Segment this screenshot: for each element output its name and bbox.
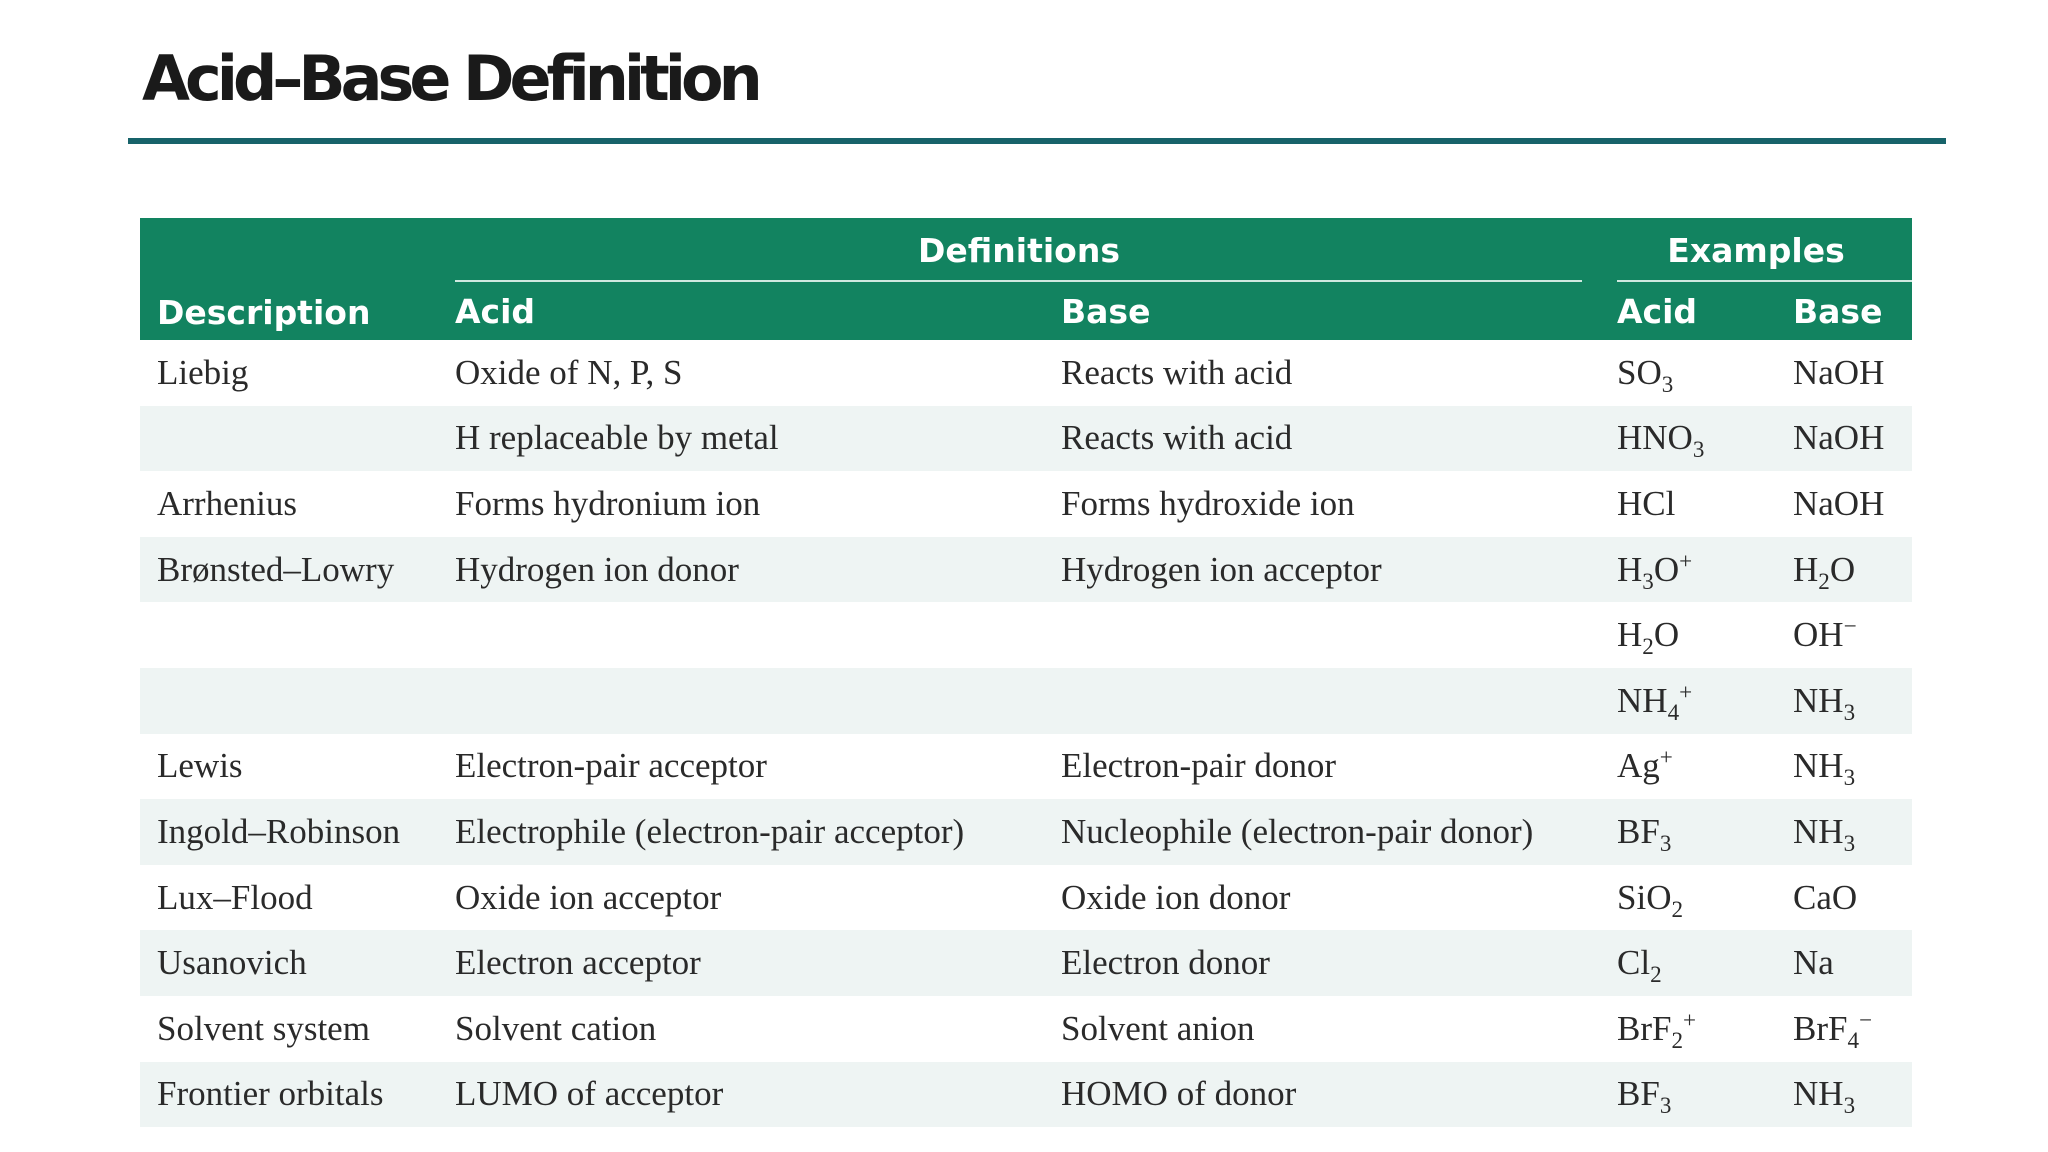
description-cell: Liebig xyxy=(140,340,438,406)
formula-part: 2 xyxy=(1642,633,1654,660)
base-definition-cell: Forms hydroxide ion xyxy=(1044,471,1600,537)
formula-part: Ag xyxy=(1617,746,1660,786)
acid-definition-cell xyxy=(438,668,1044,734)
title-underline xyxy=(128,138,1946,144)
base-definition-cell: Oxide ion donor xyxy=(1044,865,1600,931)
header-description: Description xyxy=(140,218,438,340)
formula-part: + xyxy=(1683,1006,1697,1033)
formula-part: NH xyxy=(1793,746,1844,786)
table-row xyxy=(140,1062,1912,1128)
page-title: Acid–Base Definition xyxy=(142,42,758,115)
formula-part: 3 xyxy=(1659,830,1672,857)
description-cell: Lewis xyxy=(140,734,438,800)
base-definition-cell xyxy=(1044,602,1600,668)
table-row xyxy=(140,602,1912,668)
formula-part: 3 xyxy=(1692,436,1705,463)
acid-base-definitions-table xyxy=(140,218,1912,1127)
formula-part: HCl xyxy=(1617,483,1676,523)
formula-part: + xyxy=(1679,678,1693,705)
formula-part: CaO xyxy=(1793,877,1858,917)
table-row xyxy=(140,930,1912,996)
table-row xyxy=(140,799,1912,865)
formula-part: 2 xyxy=(1650,961,1662,988)
example-base-cell xyxy=(1776,471,1912,537)
acid-definition-cell: Solvent cation xyxy=(438,996,1044,1062)
example-base-cell xyxy=(1776,668,1912,734)
formula-part: OH xyxy=(1793,615,1844,655)
formula-part: BF xyxy=(1617,1074,1660,1114)
example-base-cell xyxy=(1776,340,1912,406)
acid-definition-cell: H replaceable by metal xyxy=(438,406,1044,472)
header-example-acid: Acid xyxy=(1600,282,1776,340)
description-cell xyxy=(140,668,438,734)
example-base-cell xyxy=(1776,1062,1912,1128)
formula-part: Na xyxy=(1793,943,1834,983)
example-base-cell xyxy=(1776,996,1912,1062)
base-definition-cell xyxy=(1044,668,1600,734)
description-cell xyxy=(140,602,438,668)
formula-part: NaOH xyxy=(1793,418,1885,458)
description-cell: Brønsted–Lowry xyxy=(140,537,438,603)
description-cell: Usanovich xyxy=(140,930,438,996)
formula-part: − xyxy=(1859,1006,1873,1033)
table-row xyxy=(140,865,1912,931)
formula-part: NaOH xyxy=(1793,483,1885,523)
table-row xyxy=(140,340,1912,406)
formula-part: NH xyxy=(1793,680,1844,720)
base-definition-cell: Electron-pair donor xyxy=(1044,734,1600,800)
example-acid-cell xyxy=(1600,471,1776,537)
header-group-row xyxy=(140,218,1912,282)
formula-part: + xyxy=(1659,743,1673,770)
example-acid-cell xyxy=(1600,602,1776,668)
formula-part: O xyxy=(1653,549,1680,589)
table-row xyxy=(140,537,1912,603)
formula-part: BrF xyxy=(1617,1008,1672,1048)
formula-part: H xyxy=(1617,549,1643,589)
formula-part: 3 xyxy=(1843,764,1856,791)
base-definition-cell: Reacts with acid xyxy=(1044,406,1600,472)
description-cell xyxy=(140,406,438,472)
description-cell: Frontier orbitals xyxy=(140,1062,438,1128)
example-base-cell xyxy=(1776,865,1912,931)
formula-part: H xyxy=(1617,615,1643,655)
base-definition-cell: Electron donor xyxy=(1044,930,1600,996)
example-acid-cell xyxy=(1600,537,1776,603)
example-base-cell xyxy=(1776,799,1912,865)
definitions-table-container xyxy=(140,218,1912,1127)
formula-part: NH xyxy=(1793,811,1844,851)
formula-part: 3 xyxy=(1661,370,1674,397)
formula-part: HNO xyxy=(1617,418,1693,458)
formula-part: NH xyxy=(1793,1074,1844,1114)
formula-part: 2 xyxy=(1671,1026,1684,1053)
header-acid: Acid xyxy=(438,282,1044,340)
header-example-base: Base xyxy=(1776,282,1912,340)
formula-part: O xyxy=(1829,549,1856,589)
example-acid-cell xyxy=(1600,406,1776,472)
table-row xyxy=(140,471,1912,537)
example-base-cell xyxy=(1776,537,1912,603)
formula-part: 2 xyxy=(1818,567,1830,594)
table-row xyxy=(140,668,1912,734)
example-acid-cell xyxy=(1600,340,1776,406)
formula-part: − xyxy=(1843,612,1857,639)
formula-part: O xyxy=(1653,615,1680,655)
base-definition-cell: Reacts with acid xyxy=(1044,340,1600,406)
example-base-cell xyxy=(1776,930,1912,996)
description-cell: Arrhenius xyxy=(140,471,438,537)
example-acid-cell xyxy=(1600,930,1776,996)
acid-definition-cell: LUMO of acceptor xyxy=(438,1062,1044,1128)
formula-part: 4 xyxy=(1667,698,1680,725)
example-acid-cell xyxy=(1600,734,1776,800)
example-base-cell xyxy=(1776,406,1912,472)
formula-part: 2 xyxy=(1671,895,1684,922)
formula-part: SiO xyxy=(1617,877,1672,917)
example-acid-cell xyxy=(1600,996,1776,1062)
acid-definition-cell: Oxide ion acceptor xyxy=(438,865,1044,931)
example-acid-cell xyxy=(1600,865,1776,931)
base-definition-cell: Nucleophile (electron-pair donor) xyxy=(1044,799,1600,865)
table-row xyxy=(140,734,1912,800)
acid-definition-cell: Oxide of N, P, S xyxy=(438,340,1044,406)
example-acid-cell xyxy=(1600,1062,1776,1128)
formula-part: NaOH xyxy=(1793,352,1885,392)
acid-definition-cell: Electron acceptor xyxy=(438,930,1044,996)
formula-part: 3 xyxy=(1843,830,1856,857)
formula-part: NH xyxy=(1617,680,1668,720)
table-body xyxy=(140,340,1912,1127)
formula-part: Cl xyxy=(1617,943,1651,983)
formula-part: BF xyxy=(1617,811,1660,851)
description-cell: Ingold–Robinson xyxy=(140,799,438,865)
formula-part: 3 xyxy=(1843,1092,1856,1119)
acid-definition-cell: Electrophile (electron-pair acceptor) xyxy=(438,799,1044,865)
base-definition-cell: HOMO of donor xyxy=(1044,1062,1600,1128)
example-acid-cell xyxy=(1600,799,1776,865)
acid-definition-cell: Hydrogen ion donor xyxy=(438,537,1044,603)
base-definition-cell: Hydrogen ion acceptor xyxy=(1044,537,1600,603)
description-cell: Solvent system xyxy=(140,996,438,1062)
header-base: Base xyxy=(1044,282,1600,340)
example-base-cell xyxy=(1776,602,1912,668)
description-cell: Lux–Flood xyxy=(140,865,438,931)
base-definition-cell: Solvent anion xyxy=(1044,996,1600,1062)
formula-part: BrF xyxy=(1793,1008,1848,1048)
acid-definition-cell xyxy=(438,602,1044,668)
formula-part: SO xyxy=(1617,352,1662,392)
formula-part: 3 xyxy=(1659,1092,1672,1119)
header-definitions: Definitions xyxy=(438,218,1600,282)
formula-part: 4 xyxy=(1847,1026,1860,1053)
header-examples: Examples xyxy=(1600,218,1912,282)
example-acid-cell xyxy=(1600,668,1776,734)
formula-part: 3 xyxy=(1843,698,1856,725)
formula-part: 3 xyxy=(1642,567,1654,594)
table-row xyxy=(140,406,1912,472)
acid-definition-cell: Forms hydronium ion xyxy=(438,471,1044,537)
formula-part: H xyxy=(1793,549,1819,589)
formula-part: + xyxy=(1679,546,1693,573)
acid-definition-cell: Electron-pair acceptor xyxy=(438,734,1044,800)
example-base-cell xyxy=(1776,734,1912,800)
table-row xyxy=(140,996,1912,1062)
